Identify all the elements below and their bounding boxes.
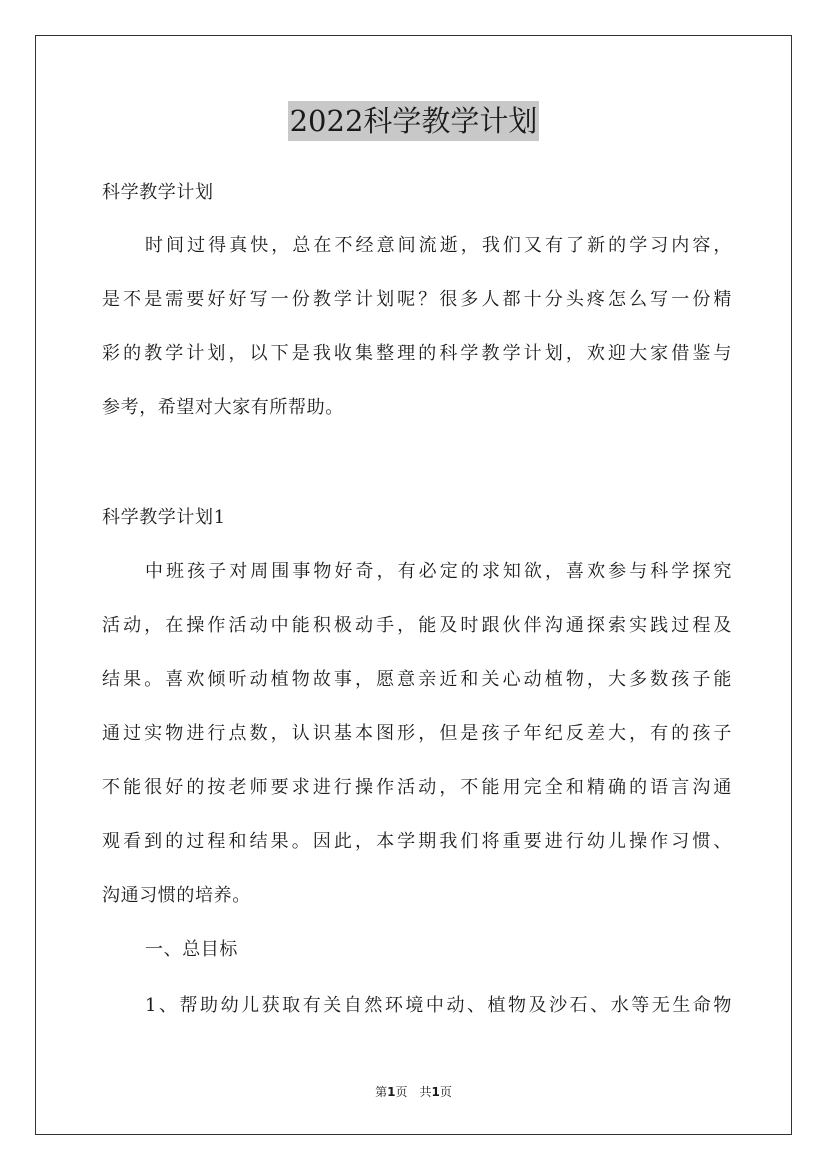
footer-page-prefix: 第 — [375, 1085, 388, 1099]
paragraph-line: 通过实物进行点数，认识基本图形，但是孩子年纪反差大，有的孩子 — [102, 723, 732, 744]
page-footer — [0, 1084, 827, 1100]
document-title: 2022科学教学计划 — [288, 101, 540, 141]
paragraph-line: 参考，希望对大家有所帮助。 — [102, 397, 344, 418]
paragraph-line: 中班孩子对周围事物好奇，有必定的求知欲，喜欢参与科学探究 — [145, 561, 732, 582]
document-subtitle: 科学教学计划 — [102, 182, 214, 203]
title-wrap — [0, 101, 827, 141]
paragraph-line: 时间过得真快，总在不经意间流逝，我们又有了新的学习内容， — [145, 235, 732, 256]
footer-page-suffix: 页 — [395, 1085, 408, 1099]
paragraph-line: 不能很好的按老师要求进行操作活动，不能用完全和精确的语言沟通 — [102, 777, 732, 798]
paragraph-line: 是不是需要好好写一份教学计划呢？很多人都十分头疼怎么写一份精 — [102, 289, 732, 310]
footer-page-current: 1 — [387, 1085, 396, 1099]
paragraph-line: 观看到的过程和结果。因此，本学期我们将重要进行幼儿操作习惯、 — [102, 831, 732, 852]
section-heading: 科学教学计划1 — [102, 507, 226, 528]
footer-page-total: 1 — [431, 1085, 440, 1099]
paragraph-line: 结果。喜欢倾听动植物故事，愿意亲近和关心动植物，大多数孩子能 — [102, 669, 732, 690]
paragraph-line: 1、帮助幼儿获取有关自然环境中动、植物及沙石、水等无生命物 — [145, 995, 732, 1016]
footer-total-suffix: 页 — [439, 1085, 452, 1099]
paragraph-line: 彩的教学计划，以下是我收集整理的科学教学计划，欢迎大家借鉴与 — [102, 343, 732, 364]
paragraph-line: 沟通习惯的培养。 — [102, 885, 251, 906]
footer-total-prefix: 共 — [419, 1085, 432, 1099]
goal-heading: 一、总目标 — [145, 939, 238, 960]
paragraph-line: 活动，在操作活动中能积极动手，能及时跟伙伴沟通探索实践过程及 — [102, 615, 732, 636]
